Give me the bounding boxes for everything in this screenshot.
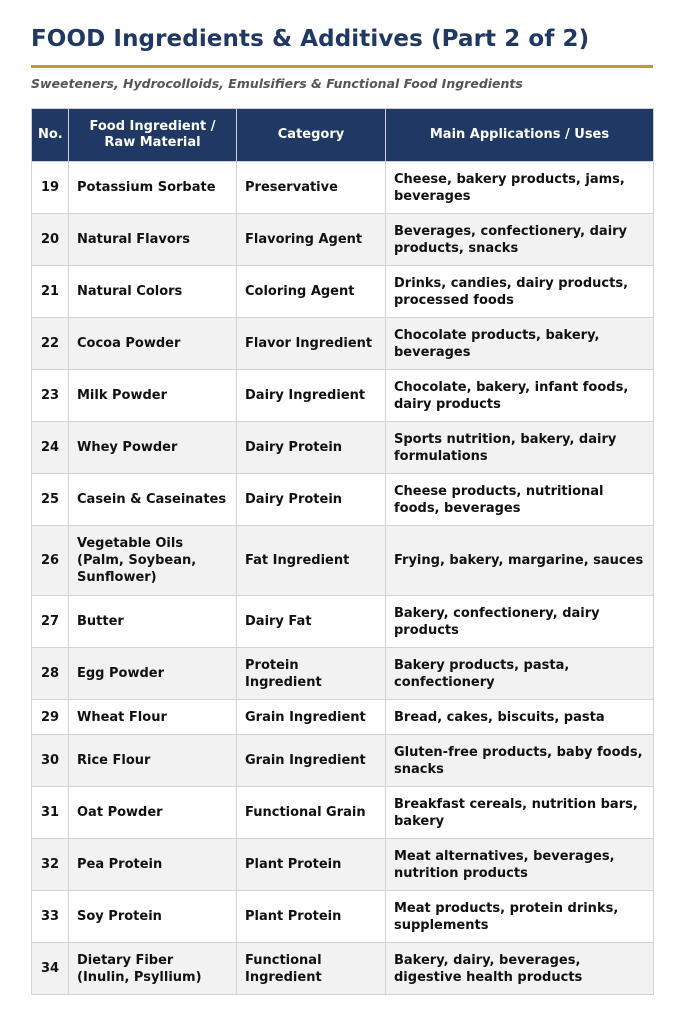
ingredient-name: Pea Protein [69,839,237,891]
ingredient-uses: Gluten-free products, baby foods, snacks [386,735,654,787]
ingredient-category: Grain Ingredient [237,700,386,735]
ingredient-category: Plant Protein [237,891,386,943]
ingredient-category: Dairy Ingredient [237,370,386,422]
table-row [32,943,654,995]
ingredient-uses: Bakery, dairy, beverages, digestive health products [386,943,654,995]
ingredient-name: Milk Powder [69,370,237,422]
table-row [32,787,654,839]
table-row [32,370,654,422]
row-number: 31 [32,787,69,839]
page-title: FOOD Ingredients & Additives (Part 2 of 2) [31,26,590,52]
ingredient-name: Whey Powder [69,422,237,474]
ingredient-name: Casein & Caseinates [69,474,237,526]
ingredient-uses: Bakery products, pasta, confectionery [386,648,654,700]
ingredient-uses: Cheese, bakery products, jams, beverages [386,162,654,214]
ingredient-category: Protein Ingredient [237,648,386,700]
ingredient-uses: Frying, bakery, margarine, sauces [386,526,654,596]
table-row [32,735,654,787]
ingredient-uses: Meat products, protein drinks, supplements [386,891,654,943]
table-row [32,839,654,891]
table-row [32,318,654,370]
table-row [32,474,654,526]
row-number: 34 [32,943,69,995]
ingredient-name: Rice Flour [69,735,237,787]
ingredient-name: Wheat Flour [69,700,237,735]
title-divider [31,65,653,68]
row-number: 27 [32,596,69,648]
column-header-ingredient: Food Ingredient / Raw Material [69,109,237,162]
ingredient-category: Grain Ingredient [237,735,386,787]
row-number: 29 [32,700,69,735]
table-header-row [32,109,654,162]
ingredient-category: Flavor Ingredient [237,318,386,370]
row-number: 33 [32,891,69,943]
table-row [32,596,654,648]
table-row [32,422,654,474]
row-number: 26 [32,526,69,596]
row-number: 24 [32,422,69,474]
ingredient-uses: Bread, cakes, biscuits, pasta [386,700,654,735]
ingredient-category: Dairy Fat [237,596,386,648]
ingredient-name: Butter [69,596,237,648]
ingredient-uses: Cheese products, nutritional foods, beverages [386,474,654,526]
ingredient-uses: Breakfast cereals, nutrition bars, bakery [386,787,654,839]
ingredient-uses: Beverages, confectionery, dairy products, snacks [386,214,654,266]
ingredient-category: Fat Ingredient [237,526,386,596]
ingredient-uses: Chocolate products, bakery, beverages [386,318,654,370]
ingredient-category: Dairy Protein [237,422,386,474]
row-number: 32 [32,839,69,891]
row-number: 30 [32,735,69,787]
page-subtitle: Sweeteners, Hydrocolloids, Emulsifiers & Functional Food Ingredients [31,76,523,91]
table-row [32,700,654,735]
ingredient-uses: Drinks, candies, dairy products, processed foods [386,266,654,318]
row-number: 21 [32,266,69,318]
table-row [32,648,654,700]
ingredient-uses: Meat alternatives, beverages, nutrition products [386,839,654,891]
column-header-category: Category [237,109,386,162]
ingredient-category: Functional Grain [237,787,386,839]
ingredient-name: Natural Flavors [69,214,237,266]
ingredient-uses: Sports nutrition, bakery, dairy formulations [386,422,654,474]
ingredients-table [31,108,654,995]
ingredient-name: Soy Protein [69,891,237,943]
ingredient-name: Oat Powder [69,787,237,839]
ingredient-category: Functional Ingredient [237,943,386,995]
row-number: 23 [32,370,69,422]
row-number: 28 [32,648,69,700]
row-number: 20 [32,214,69,266]
table-row [32,526,654,596]
row-number: 25 [32,474,69,526]
column-header-no: No. [32,109,69,162]
table-row [32,162,654,214]
ingredient-category: Dairy Protein [237,474,386,526]
ingredient-name: Potassium Sorbate [69,162,237,214]
ingredient-category: Plant Protein [237,839,386,891]
ingredient-name: Natural Colors [69,266,237,318]
column-header-uses: Main Applications / Uses [386,109,654,162]
ingredient-name: Vegetable Oils (Palm, Soybean, Sunflower) [69,526,237,596]
row-number: 22 [32,318,69,370]
table-row [32,266,654,318]
ingredient-category: Flavoring Agent [237,214,386,266]
ingredient-name: Dietary Fiber (Inulin, Psyllium) [69,943,237,995]
table-row [32,891,654,943]
ingredient-category: Coloring Agent [237,266,386,318]
ingredient-name: Egg Powder [69,648,237,700]
ingredient-name: Cocoa Powder [69,318,237,370]
ingredient-uses: Chocolate, bakery, infant foods, dairy products [386,370,654,422]
row-number: 19 [32,162,69,214]
table-row [32,214,654,266]
ingredient-category: Preservative [237,162,386,214]
ingredient-uses: Bakery, confectionery, dairy products [386,596,654,648]
